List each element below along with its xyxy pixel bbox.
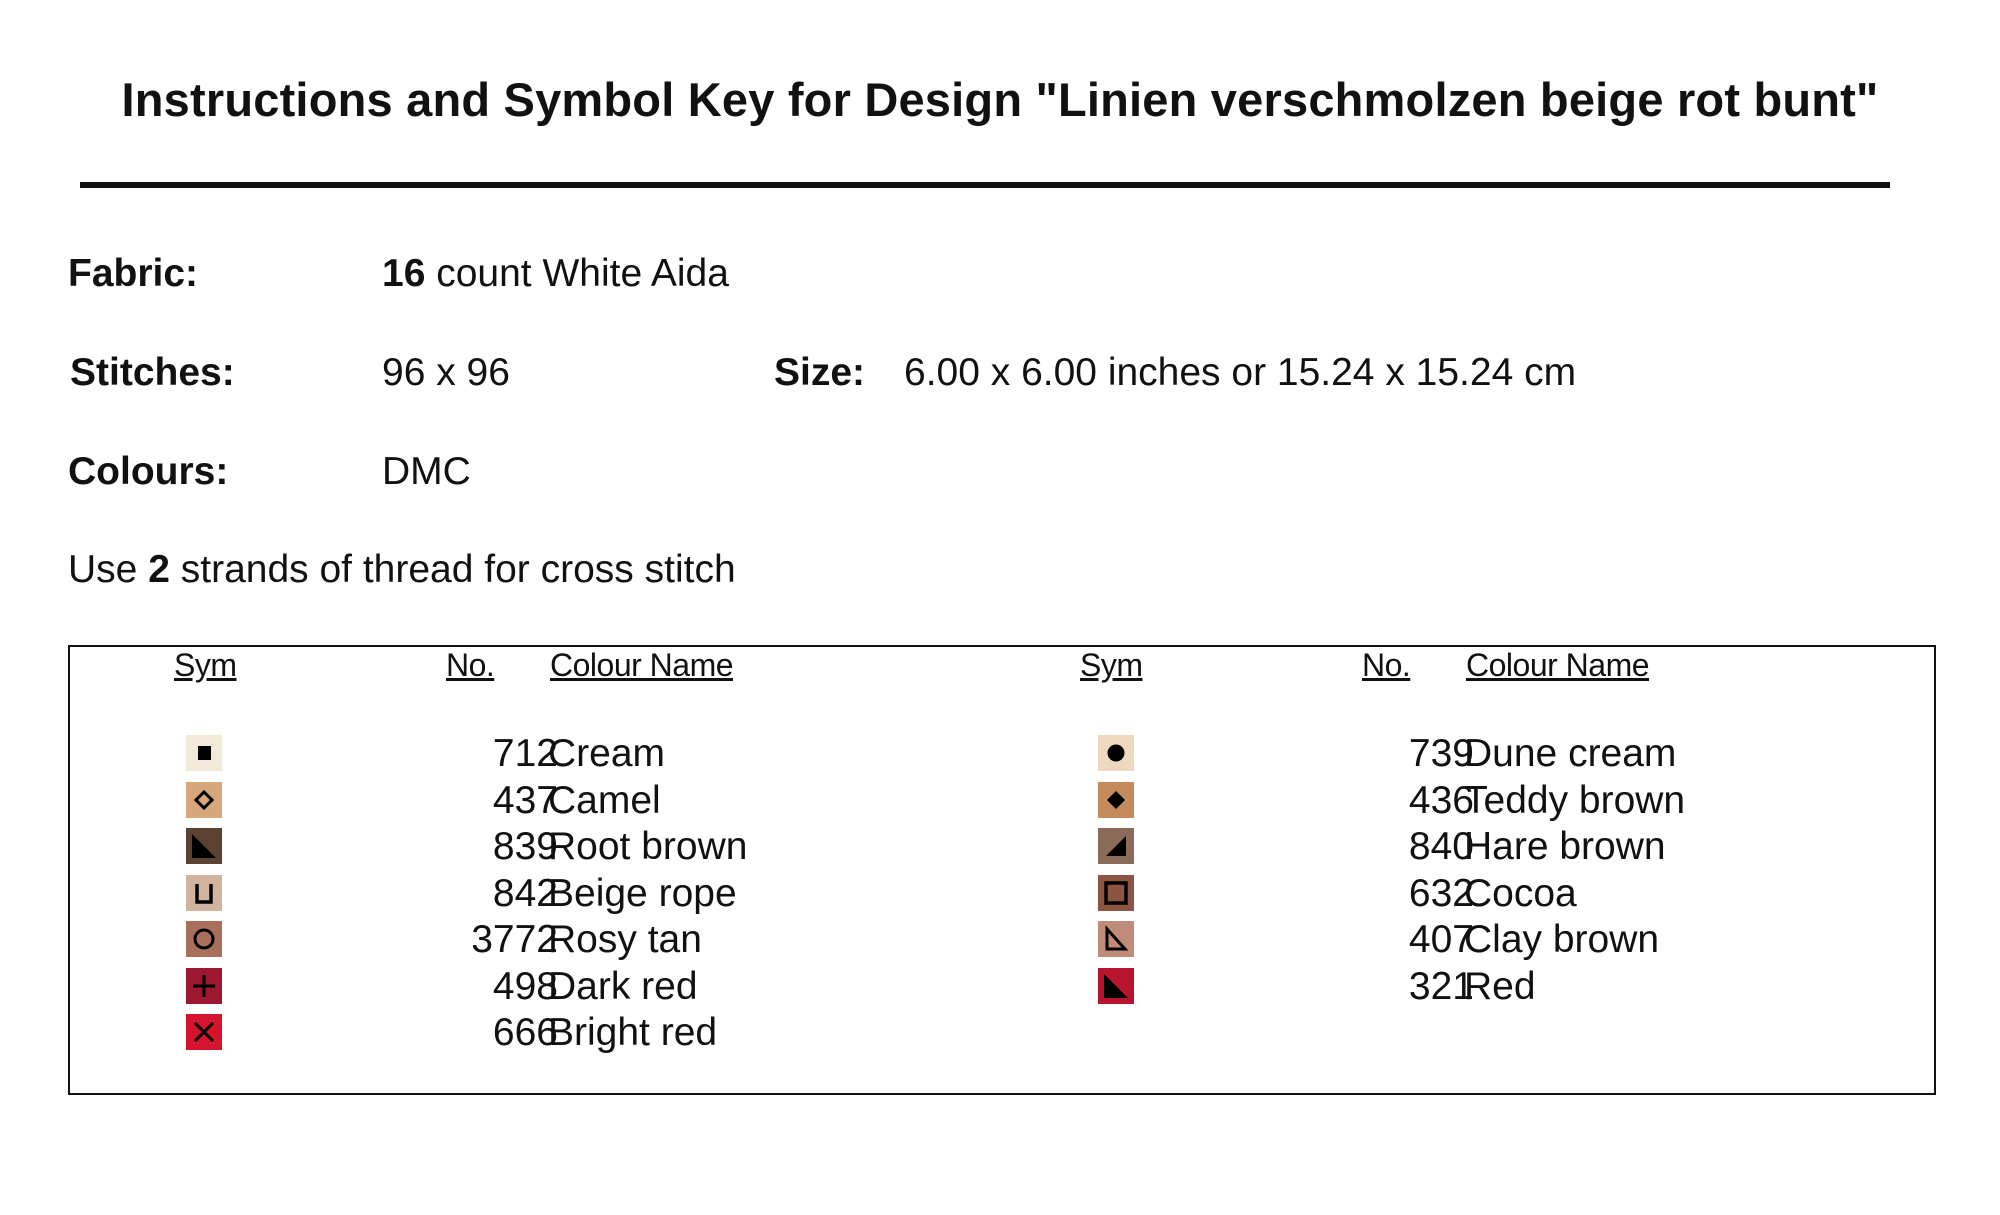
key-row xyxy=(70,778,1934,824)
dmc-number: 321 xyxy=(1408,964,1474,1008)
strands-instruction xyxy=(68,548,736,592)
colour-name: Camel xyxy=(548,778,661,822)
colour-name: Cream xyxy=(548,732,666,775)
stitches-label: Stitches: xyxy=(70,351,235,394)
strands-pre: Use xyxy=(68,548,149,591)
dmc-number: 632 xyxy=(1408,871,1474,915)
dmc-number: 842 xyxy=(492,871,558,915)
dmc-number: 498 xyxy=(492,964,558,1008)
colour-name: Cocoa xyxy=(1464,871,1577,915)
half-triangle-icon xyxy=(1098,828,1134,864)
fabric-description: count White Aida xyxy=(425,252,729,295)
strands-count: 2 xyxy=(148,548,170,591)
dmc-number: 407 xyxy=(1408,918,1474,961)
key-row xyxy=(70,871,1934,917)
size-label: Size: xyxy=(774,351,866,394)
filled-diamond-icon xyxy=(1098,782,1134,818)
colour-name: Dune cream xyxy=(1464,732,1677,775)
colours-label: Colours: xyxy=(68,450,229,493)
colour-name: Beige rope xyxy=(548,871,737,915)
dmc-number: 666 xyxy=(492,1011,558,1054)
dmc-number: 436 xyxy=(1408,778,1474,822)
fabric-value xyxy=(382,252,729,296)
fabric-count: 16 xyxy=(382,252,426,295)
colour-name: Bright red xyxy=(548,1011,718,1054)
title-divider xyxy=(80,182,1890,188)
header-sym-right: Sym xyxy=(1080,647,1143,683)
triangle-outline-icon xyxy=(1098,921,1134,957)
dmc-number: 3772 xyxy=(471,918,558,961)
colour-name: Rosy tan xyxy=(548,918,702,961)
header-no-left: No. xyxy=(446,647,495,683)
colour-name: Clay brown xyxy=(1464,918,1660,961)
dmc-number: 437 xyxy=(492,778,558,822)
header-name-left: Colour Name xyxy=(550,647,734,683)
dmc-number: 739 xyxy=(1408,732,1474,775)
colours-value: DMC xyxy=(382,450,471,493)
strands-post: strands of thread for cross stitch xyxy=(169,548,736,591)
symbol-key-table xyxy=(68,645,1936,1095)
fabric-label: Fabric: xyxy=(68,252,199,295)
key-row xyxy=(70,917,1934,963)
header-no-right: No. xyxy=(1362,647,1411,683)
colour-name: Teddy brown xyxy=(1464,778,1686,822)
dmc-number: 712 xyxy=(492,732,558,775)
colour-name: Red xyxy=(1464,964,1536,1008)
colour-name: Root brown xyxy=(548,825,748,868)
dmc-number: 840 xyxy=(1408,825,1474,868)
key-row xyxy=(70,731,1934,777)
corner-triangle-icon xyxy=(1098,968,1134,1004)
stitches-value: 96 x 96 xyxy=(382,351,510,394)
page-title: Instructions and Symbol Key for Design "Linien verschmolzen beige rot bunt" xyxy=(121,73,1879,126)
x-icon xyxy=(186,1014,222,1050)
colour-name: Dark red xyxy=(548,964,698,1008)
dmc-number: 839 xyxy=(492,825,558,868)
key-row xyxy=(70,824,1934,870)
filled-circle-icon xyxy=(1098,735,1134,771)
header-sym-left: Sym xyxy=(174,647,237,683)
key-row xyxy=(70,964,1934,1010)
colour-name: Hare brown xyxy=(1464,825,1666,868)
header-name-right: Colour Name xyxy=(1466,647,1650,683)
square-outline-icon xyxy=(1098,875,1134,911)
key-row xyxy=(70,1010,1934,1056)
size-value: 6.00 x 6.00 inches or 15.24 x 15.24 cm xyxy=(904,351,1577,394)
